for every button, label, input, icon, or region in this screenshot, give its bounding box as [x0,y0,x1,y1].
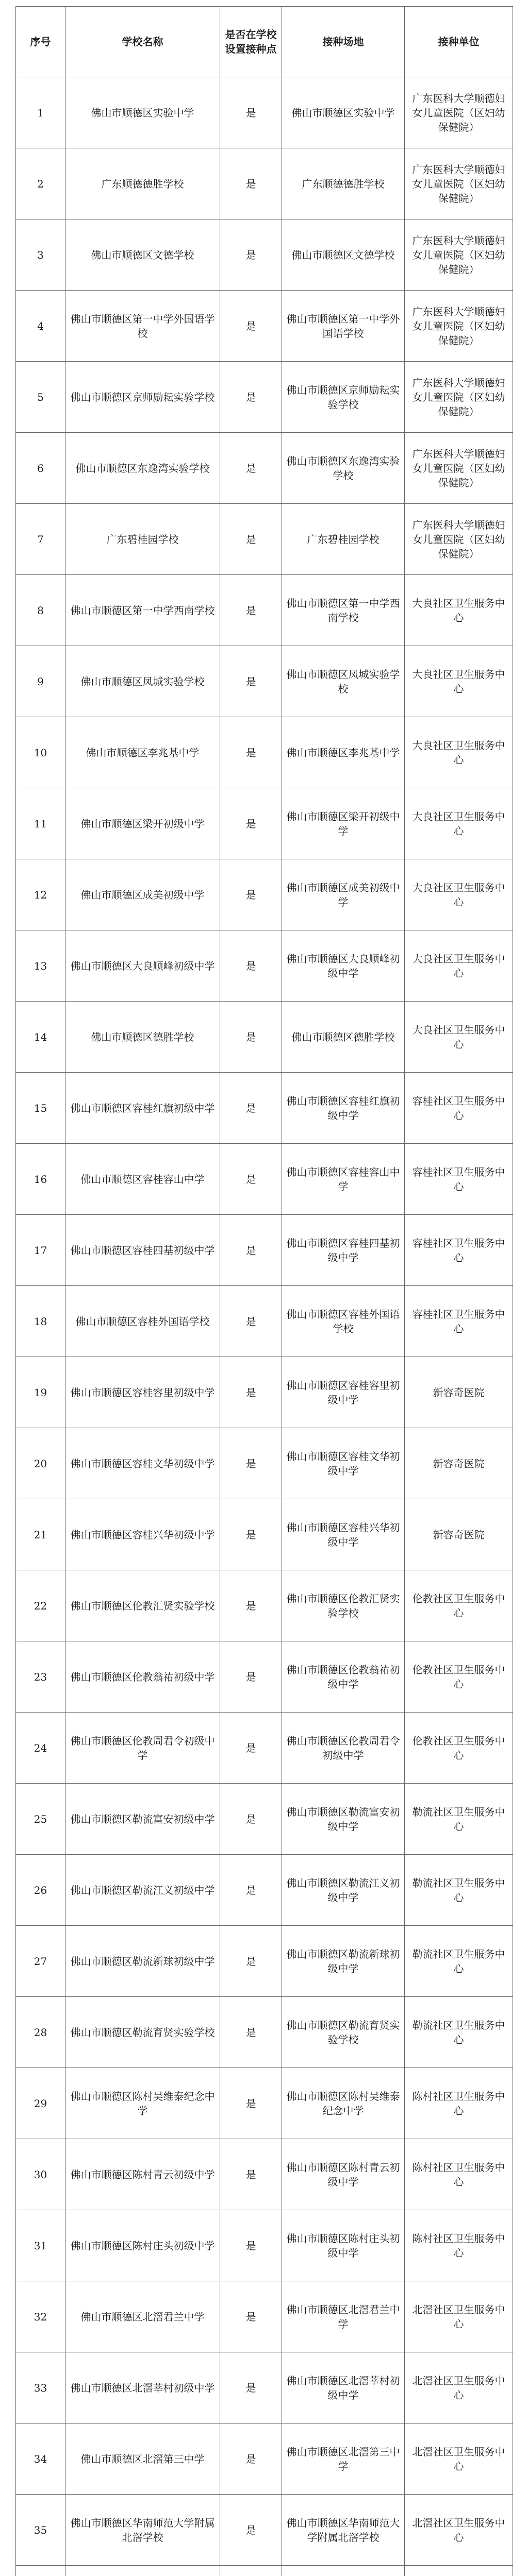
table-row [16,291,513,362]
cell-serial-number: 25 [16,1784,65,1855]
cell-vaccination-unit [405,2566,513,2576]
cell-school-name: 佛山市顺德区伦教汇贤实验学校 [65,1570,220,1641]
cell-vaccination-unit: 新容奇医院 [405,1428,513,1499]
cell-serial-number: 35 [16,2495,65,2566]
cell-on-campus-site: 是 [220,575,282,646]
cell-school-name: 佛山市顺德区华南师范大学附属北滘学校 [65,2495,220,2566]
cell-school-name: 佛山市顺德区大良顺峰初级中学 [65,930,220,1002]
cell-serial-number: 27 [16,1926,65,1997]
cell-school-name: 佛山市顺德区李兆基中学 [65,717,220,788]
table-row [16,1641,513,1713]
cell-on-campus-site: 是 [220,504,282,575]
cell-venue: 佛山市顺德区容桂容里初级中学 [282,1357,405,1428]
cell-on-campus-site: 是 [220,717,282,788]
cell-school-name: 佛山市顺德区北滘第三中学 [65,2424,220,2495]
cell-on-campus-site: 是 [220,2281,282,2352]
cell-on-campus-site: 是 [220,1002,282,1073]
table-row [16,1713,513,1784]
cell-vaccination-unit: 广东医科大学顺德妇女儿童医院（区妇幼保健院） [405,362,513,433]
cell-venue: 佛山市顺德区陈村庄头初级中学 [282,2210,405,2281]
cell-venue: 广东顺德德胜学校 [282,148,405,219]
cell-serial-number: 1 [16,77,65,148]
cell-on-campus-site: 是 [220,1499,282,1570]
cell-school-name: 佛山市顺德区北滘莘村初级中学 [65,2352,220,2424]
table-row [16,717,513,788]
cell-school-name: 佛山市顺德区第一中学西南学校 [65,575,220,646]
cell-school-name: 佛山市顺德区陈村青云初级中学 [65,2139,220,2210]
cell-venue [282,2566,405,2576]
cell-serial-number: 32 [16,2281,65,2352]
cell-school-name: 佛山市顺德区第一中学外国语学校 [65,291,220,362]
cell-school-name: 佛山市顺德区梁开初级中学 [65,788,220,859]
cell-on-campus-site: 是 [220,148,282,219]
cell-school-name: 广东碧桂园学校 [65,504,220,575]
table-row [16,1997,513,2068]
cell-venue: 佛山市顺德区容桂红旗初级中学 [282,1073,405,1144]
table-row [16,2068,513,2139]
table-row [16,1073,513,1144]
cell-school-name: 佛山市顺德区容桂兴华初级中学 [65,1499,220,1570]
cell-vaccination-unit: 勒流社区卫生服务中心 [405,1997,513,2068]
cell-on-campus-site: 是 [220,433,282,504]
table-row [16,433,513,504]
table-row [16,1926,513,1997]
cell-serial-number: 20 [16,1428,65,1499]
cell-venue: 佛山市顺德区华南师范大学附属北滘学校 [282,2495,405,2566]
cell-school-name: 佛山市顺德区成美初级中学 [65,859,220,930]
cell-on-campus-site: 是 [220,219,282,291]
cell-serial-number: 22 [16,1570,65,1641]
cell-serial-number: 31 [16,2210,65,2281]
table-row [16,2281,513,2352]
cell-venue: 佛山市顺德区伦教周君令初级中学 [282,1713,405,1784]
table-row [16,1570,513,1641]
cell-vaccination-unit: 北滘社区卫生服务中心 [405,2424,513,2495]
cell-on-campus-site: 是 [220,1215,282,1286]
header-vaccination-unit: 接种单位 [405,7,513,77]
table-row [16,2210,513,2281]
table-row [16,2566,513,2576]
cell-school-name: 佛山市顺德区京师励耘实验学校 [65,362,220,433]
cell-serial-number: 9 [16,646,65,717]
cell-vaccination-unit: 勒流社区卫生服务中心 [405,1855,513,1926]
cell-serial-number: 7 [16,504,65,575]
cell-on-campus-site [220,2566,282,2576]
cell-school-name: 佛山市顺德区容桂四基初级中学 [65,1215,220,1286]
vaccination-site-table [15,6,513,2576]
cell-on-campus-site: 是 [220,1713,282,1784]
cell-vaccination-unit: 广东医科大学顺德妇女儿童医院（区妇幼保健院） [405,148,513,219]
cell-school-name: 佛山市顺德区容桂容山中学 [65,1144,220,1215]
cell-vaccination-unit: 大良社区卫生服务中心 [405,859,513,930]
table-row [16,2424,513,2495]
cell-vaccination-unit: 广东医科大学顺德妇女儿童医院（区妇幼保健院） [405,77,513,148]
cell-serial-number: 29 [16,2068,65,2139]
cell-on-campus-site: 是 [220,2424,282,2495]
table-row [16,788,513,859]
cell-on-campus-site: 是 [220,646,282,717]
cell-vaccination-unit: 大良社区卫生服务中心 [405,575,513,646]
cell-vaccination-unit: 勒流社区卫生服务中心 [405,1784,513,1855]
cell-venue: 佛山市顺德区北滘君兰中学 [282,2281,405,2352]
cell-school-name: 佛山市顺德区勒流育贤实验学校 [65,1997,220,2068]
cell-venue: 佛山市顺德区勒流富安初级中学 [282,1784,405,1855]
table-row [16,1499,513,1570]
cell-serial-number: 6 [16,433,65,504]
table-row [16,575,513,646]
cell-on-campus-site: 是 [220,1784,282,1855]
table-row [16,77,513,148]
cell-school-name: 佛山市顺德区北滘君兰中学 [65,2281,220,2352]
cell-school-name: 佛山市顺德区东逸湾实验学校 [65,433,220,504]
cell-venue: 佛山市顺德区东逸湾实验学校 [282,433,405,504]
cell-school-name: 佛山市顺德区陈村吴维泰纪念中学 [65,2068,220,2139]
cell-venue: 佛山市顺德区容桂容山中学 [282,1144,405,1215]
cell-serial-number: 33 [16,2352,65,2424]
cell-on-campus-site: 是 [220,291,282,362]
cell-serial-number [16,2566,65,2576]
cell-venue: 佛山市顺德区伦教汇贤实验学校 [282,1570,405,1641]
cell-school-name: 佛山市顺德区文德学校 [65,219,220,291]
cell-venue: 佛山市顺德区第一中学西南学校 [282,575,405,646]
cell-venue: 佛山市顺德区容桂兴华初级中学 [282,1499,405,1570]
table-row [16,1144,513,1215]
header-venue: 接种场地 [282,7,405,77]
cell-serial-number: 8 [16,575,65,646]
cell-school-name: 佛山市顺德区凤城实验学校 [65,646,220,717]
cell-venue: 佛山市顺德区容桂四基初级中学 [282,1215,405,1286]
cell-on-campus-site: 是 [220,77,282,148]
cell-on-campus-site: 是 [220,1286,282,1357]
table-row [16,504,513,575]
table-row [16,2352,513,2424]
table-row [16,1855,513,1926]
cell-vaccination-unit: 容桂社区卫生服务中心 [405,1215,513,1286]
cell-serial-number: 30 [16,2139,65,2210]
cell-vaccination-unit: 陈村社区卫生服务中心 [405,2068,513,2139]
cell-school-name: 佛山市顺德区勒流富安初级中学 [65,1784,220,1855]
cell-serial-number: 28 [16,1997,65,2068]
cell-vaccination-unit: 伦教社区卫生服务中心 [405,1570,513,1641]
cell-venue: 佛山市顺德区德胜学校 [282,1002,405,1073]
cell-serial-number: 17 [16,1215,65,1286]
cell-venue: 广东碧桂园学校 [282,504,405,575]
table-row [16,2495,513,2566]
cell-serial-number: 18 [16,1286,65,1357]
cell-venue: 佛山市顺德区李兆基中学 [282,717,405,788]
vaccination-site-table-sheet [15,6,513,2576]
cell-venue: 佛山市顺德区容桂外国语学校 [282,1286,405,1357]
cell-venue: 佛山市顺德区北滘莘村初级中学 [282,2352,405,2424]
cell-on-campus-site: 是 [220,788,282,859]
cell-vaccination-unit: 陈村社区卫生服务中心 [405,2139,513,2210]
cell-serial-number: 26 [16,1855,65,1926]
header-on-campus-site: 是否在学校设置接种点 [220,7,282,77]
cell-on-campus-site: 是 [220,1357,282,1428]
cell-serial-number: 12 [16,859,65,930]
cell-on-campus-site: 是 [220,1144,282,1215]
cell-vaccination-unit: 伦教社区卫生服务中心 [405,1713,513,1784]
table-row [16,646,513,717]
table-row [16,219,513,291]
cell-vaccination-unit: 新容奇医院 [405,1357,513,1428]
cell-school-name: 佛山市顺德区容桂红旗初级中学 [65,1073,220,1144]
cell-on-campus-site: 是 [220,1428,282,1499]
cell-vaccination-unit: 广东医科大学顺德妇女儿童医院（区妇幼保健院） [405,219,513,291]
cell-serial-number: 15 [16,1073,65,1144]
table-row [16,362,513,433]
cell-vaccination-unit: 大良社区卫生服务中心 [405,646,513,717]
cell-vaccination-unit: 容桂社区卫生服务中心 [405,1073,513,1144]
cell-school-name: 佛山市顺德区德胜学校 [65,1002,220,1073]
table-row [16,930,513,1002]
table-body [16,77,513,2576]
cell-serial-number: 34 [16,2424,65,2495]
table-row [16,1286,513,1357]
cell-school-name: 佛山市顺德区伦教周君令初级中学 [65,1713,220,1784]
cell-on-campus-site: 是 [220,362,282,433]
cell-serial-number: 2 [16,148,65,219]
cell-venue: 佛山市顺德区勒流育贤实验学校 [282,1997,405,2068]
cell-vaccination-unit: 容桂社区卫生服务中心 [405,1144,513,1215]
table-row [16,1357,513,1428]
cell-school-name [65,2566,220,2576]
cell-venue: 佛山市顺德区陈村青云初级中学 [282,2139,405,2210]
cell-vaccination-unit: 北滘社区卫生服务中心 [405,2495,513,2566]
cell-on-campus-site: 是 [220,859,282,930]
cell-serial-number: 16 [16,1144,65,1215]
cell-school-name: 佛山市顺德区实验中学 [65,77,220,148]
cell-vaccination-unit: 北滘社区卫生服务中心 [405,2281,513,2352]
cell-venue: 佛山市顺德区伦教翁祐初级中学 [282,1641,405,1713]
cell-vaccination-unit: 大良社区卫生服务中心 [405,930,513,1002]
cell-venue: 佛山市顺德区梁开初级中学 [282,788,405,859]
cell-school-name: 佛山市顺德区容桂文华初级中学 [65,1428,220,1499]
cell-vaccination-unit: 大良社区卫生服务中心 [405,717,513,788]
cell-serial-number: 21 [16,1499,65,1570]
cell-venue: 佛山市顺德区第一中学外国语学校 [282,291,405,362]
table-row [16,1428,513,1499]
cell-school-name: 佛山市顺德区陈村庄头初级中学 [65,2210,220,2281]
cell-serial-number: 3 [16,219,65,291]
cell-serial-number: 4 [16,291,65,362]
cell-serial-number: 19 [16,1357,65,1428]
cell-venue: 佛山市顺德区勒流江义初级中学 [282,1855,405,1926]
table-row [16,148,513,219]
cell-venue: 佛山市顺德区凤城实验学校 [282,646,405,717]
header-school-name: 学校名称 [65,7,220,77]
cell-on-campus-site: 是 [220,1641,282,1713]
header-serial-number: 序号 [16,7,65,77]
cell-venue: 佛山市顺德区北滘第三中学 [282,2424,405,2495]
cell-vaccination-unit: 北滘社区卫生服务中心 [405,2352,513,2424]
cell-vaccination-unit: 广东医科大学顺德妇女儿童医院（区妇幼保健院） [405,291,513,362]
cell-venue: 佛山市顺德区容桂文华初级中学 [282,1428,405,1499]
cell-vaccination-unit: 大良社区卫生服务中心 [405,1002,513,1073]
cell-on-campus-site: 是 [220,1997,282,2068]
cell-on-campus-site: 是 [220,2139,282,2210]
cell-serial-number: 11 [16,788,65,859]
cell-serial-number: 24 [16,1713,65,1784]
cell-on-campus-site: 是 [220,1570,282,1641]
cell-school-name: 佛山市顺德区勒流新球初级中学 [65,1926,220,1997]
cell-serial-number: 5 [16,362,65,433]
cell-on-campus-site: 是 [220,2068,282,2139]
cell-on-campus-site: 是 [220,2495,282,2566]
cell-on-campus-site: 是 [220,2210,282,2281]
cell-serial-number: 10 [16,717,65,788]
cell-venue: 佛山市顺德区勒流新球初级中学 [282,1926,405,1997]
cell-serial-number: 14 [16,1002,65,1073]
cell-venue: 佛山市顺德区文德学校 [282,219,405,291]
cell-vaccination-unit: 新容奇医院 [405,1499,513,1570]
table-header-row [16,7,513,77]
cell-vaccination-unit: 容桂社区卫生服务中心 [405,1286,513,1357]
cell-vaccination-unit: 广东医科大学顺德妇女儿童医院（区妇幼保健院） [405,504,513,575]
cell-serial-number: 13 [16,930,65,1002]
cell-on-campus-site: 是 [220,1073,282,1144]
cell-venue: 佛山市顺德区京师励耘实验学校 [282,362,405,433]
cell-school-name: 广东顺德德胜学校 [65,148,220,219]
cell-venue: 佛山市顺德区陈村吴维泰纪念中学 [282,2068,405,2139]
cell-venue: 佛山市顺德区大良顺峰初级中学 [282,930,405,1002]
cell-vaccination-unit: 大良社区卫生服务中心 [405,788,513,859]
cell-vaccination-unit: 广东医科大学顺德妇女儿童医院（区妇幼保健院） [405,433,513,504]
table-row [16,2139,513,2210]
table-row [16,1002,513,1073]
cell-serial-number: 23 [16,1641,65,1713]
cell-venue: 佛山市顺德区实验中学 [282,77,405,148]
cell-school-name: 佛山市顺德区容桂外国语学校 [65,1286,220,1357]
cell-school-name: 佛山市顺德区伦教翁祐初级中学 [65,1641,220,1713]
cell-on-campus-site: 是 [220,930,282,1002]
cell-school-name: 佛山市顺德区勒流江义初级中学 [65,1855,220,1926]
cell-school-name: 佛山市顺德区容桂容里初级中学 [65,1357,220,1428]
cell-on-campus-site: 是 [220,1855,282,1926]
cell-on-campus-site: 是 [220,1926,282,1997]
table-row [16,859,513,930]
cell-on-campus-site: 是 [220,2352,282,2424]
cell-vaccination-unit: 陈村社区卫生服务中心 [405,2210,513,2281]
cell-vaccination-unit: 伦教社区卫生服务中心 [405,1641,513,1713]
table-row [16,1215,513,1286]
table-row [16,1784,513,1855]
cell-venue: 佛山市顺德区成美初级中学 [282,859,405,930]
cell-vaccination-unit: 勒流社区卫生服务中心 [405,1926,513,1997]
